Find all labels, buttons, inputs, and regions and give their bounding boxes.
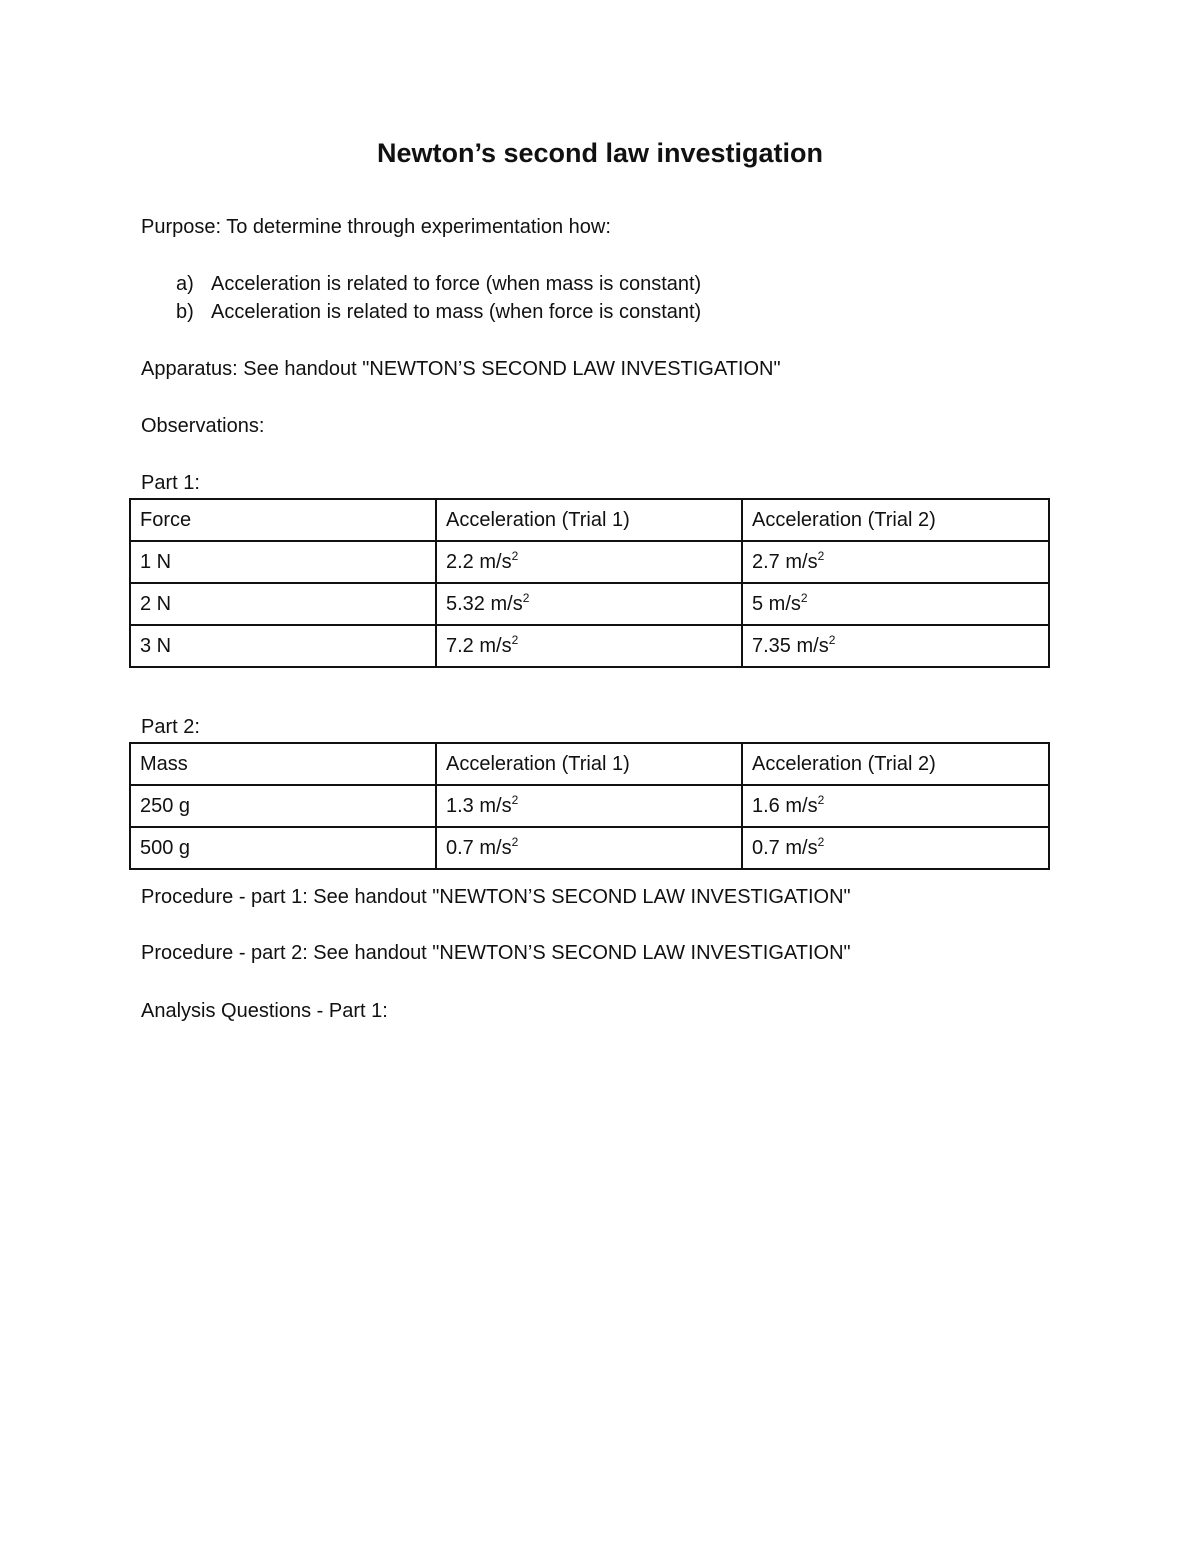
cell-trial2: 0.7 $m/s^2$ [742, 827, 1049, 869]
cell-trial1: 1.3 $m/s^2$ [436, 785, 742, 827]
cell-trial2: 5 $m/s^2$ [742, 583, 1049, 625]
cell-trial1: 7.2 $m/s^2$ [436, 625, 742, 667]
header-trial2: Acceleration (Trial 2) [742, 499, 1049, 541]
cell-trial1: 5.32 $m/s^2$ [436, 583, 742, 625]
cell-mass: 500 g [130, 827, 436, 869]
table-row [130, 541, 1049, 583]
list-marker-b: b) [176, 301, 194, 323]
exponent: 2 [511, 792, 519, 807]
exponent: 2 [522, 590, 530, 605]
cell-force: 1 N [130, 541, 436, 583]
exponent: 2 [800, 590, 808, 605]
table-row [130, 827, 1049, 869]
procedure-part2-line: Procedure - part 2: See handout "NEWTON’S SECOND LAW INVESTIGATION" [141, 942, 851, 964]
cell-trial2: 7.35 $m/s^2$ [742, 625, 1049, 667]
table-row [130, 785, 1049, 827]
header-trial2: Acceleration (Trial 2) [742, 743, 1049, 785]
exponent: 2 [828, 632, 836, 647]
part2-table [129, 742, 1050, 870]
apparatus-line: Apparatus: See handout "NEWTON’S SECOND LAW INVESTIGATION" [141, 358, 781, 380]
observations-heading: Observations: [141, 415, 265, 437]
table-row [130, 583, 1049, 625]
header-trial1: Acceleration (Trial 1) [436, 499, 742, 541]
exponent: 2 [511, 548, 519, 563]
exponent: 2 [817, 834, 825, 849]
exponent: 2 [511, 632, 519, 647]
cell-force: 2 N [130, 583, 436, 625]
cell-force: 3 N [130, 625, 436, 667]
part1-table [129, 498, 1050, 668]
exponent: 2 [817, 792, 825, 807]
list-marker-a: a) [176, 273, 194, 295]
document-title: Newton’s second law investigation [376, 138, 824, 168]
exponent: 2 [511, 834, 519, 849]
part2-label: Part 2: [141, 716, 200, 738]
cell-trial2: 1.6 $m/s^2$ [742, 785, 1049, 827]
header-trial1: Acceleration (Trial 1) [436, 743, 742, 785]
cell-trial2: 2.7 $m/s^2$ [742, 541, 1049, 583]
table-header-row [130, 743, 1049, 785]
cell-mass: 250 g [130, 785, 436, 827]
exponent: 2 [817, 548, 825, 563]
part1-label: Part 1: [141, 472, 200, 494]
header-mass: Mass [130, 743, 436, 785]
table-header-row [130, 499, 1049, 541]
header-force: Force [130, 499, 436, 541]
analysis-heading: Analysis Questions - Part 1: [141, 1000, 388, 1022]
purpose-line: Purpose: To determine through experimentation how: [141, 216, 611, 238]
list-item-a: Acceleration is related to force (when mass is constant) [211, 273, 702, 295]
procedure-part1-line: Procedure - part 1: See handout "NEWTON’S SECOND LAW INVESTIGATION" [141, 886, 851, 908]
list-item-b: Acceleration is related to mass (when force is constant) [211, 301, 702, 323]
cell-trial1: 2.2 $m/s^2$ [436, 541, 742, 583]
cell-trial1: 0.7 $m/s^2$ [436, 827, 742, 869]
table-row [130, 625, 1049, 667]
